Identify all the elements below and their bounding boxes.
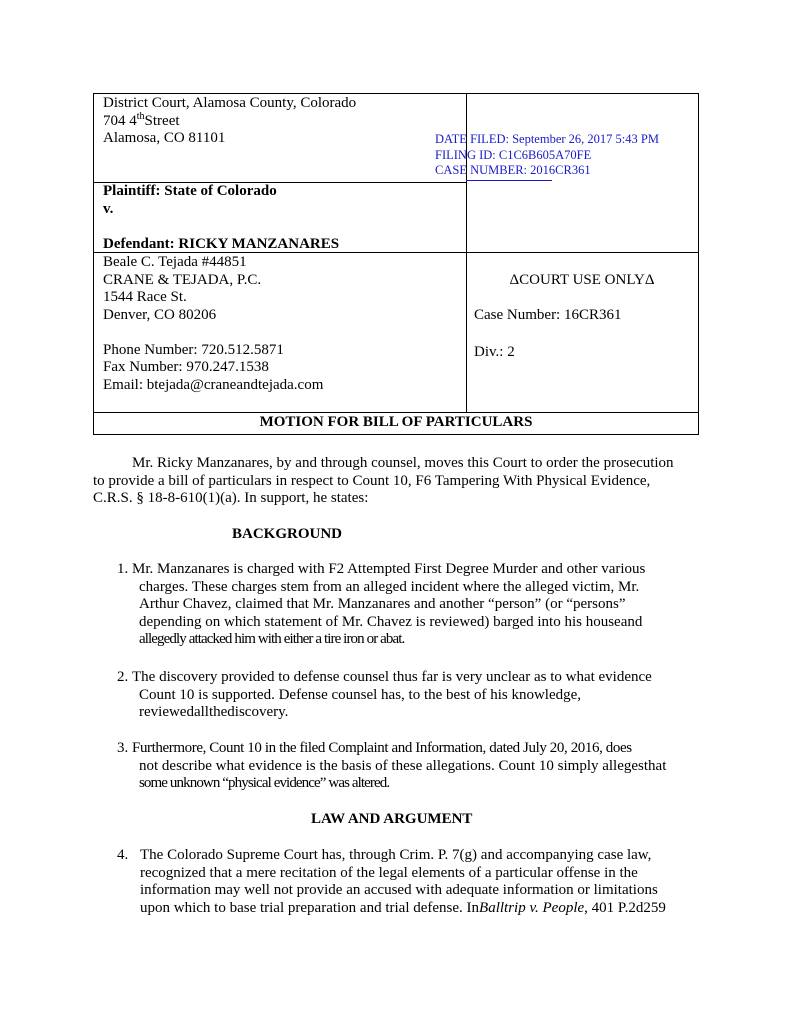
numbered-paragraph-1 (132, 561, 712, 649)
court-street-number: 704 4 (103, 112, 137, 129)
paragraph-number: 4. (117, 847, 129, 863)
plaintiff-line: Plaintiff: State of Colorado (103, 183, 277, 199)
background-heading: BACKGROUND (232, 526, 343, 542)
intro-line: C.R.S. § 18-8-610(1)(a). In support, he states: (93, 490, 369, 506)
paragraph-line: not describe what evidence is the basis of these allegations. Count 10 simply allegesthat (139, 757, 667, 774)
court-name: District Court, Alamosa County, Colorado (103, 95, 357, 111)
attorney-city: Denver, CO 80206 (103, 306, 217, 323)
stamp-date-filed: DATE FILED: September 26, 2017 5:43 PM (435, 132, 659, 146)
paragraph-number: 1. (117, 561, 129, 577)
attorney-firm: CRANE & TEJADA, P.C. (103, 271, 262, 288)
case-citation: Balltrip v. People (479, 899, 585, 916)
paragraph-line: some unknown “physical evidence” was altered. (139, 775, 390, 791)
court-street-suffix: th (136, 110, 145, 122)
paragraph-line-last (140, 900, 720, 918)
parties-block (103, 183, 339, 253)
attorney-block (103, 254, 323, 394)
filing-stamp (435, 132, 659, 179)
paragraph-text: , 401 P.2d259 (584, 899, 666, 916)
court-street-name: Street (144, 112, 180, 129)
blank-line (103, 218, 339, 236)
numbered-paragraph-4 (140, 847, 720, 917)
court-street (103, 110, 356, 131)
attorney-fax: Fax Number: 970.247.1538 (103, 359, 269, 375)
paragraph-text: upon which to base trial preparation and trial defense. In (140, 899, 480, 916)
attorney-email: Email: btejada@craneandtejada.com (103, 376, 324, 393)
defendant-line: Defendant: RICKY MANZANARES (103, 235, 340, 252)
paragraph-line: Arthur Chavez, claimed that Mr. Manzanares and another “person” (or “persons” (139, 596, 626, 612)
stamp-filing-id: FILING ID: C1C6B605A70FE (435, 147, 592, 162)
attorney-phone: Phone Number: 720.512.5871 (103, 341, 284, 358)
paragraph-line: The Colorado Supreme Court has, through Crim. P. 7(g) and accompanying case law, (140, 847, 652, 863)
paragraph-line: information may well not provide an accused with adequate information or limitations (140, 882, 658, 898)
intro-line: to provide a bill of particulars in respect to Count 10, F6 Tampering With Physical Evidence, (93, 472, 651, 489)
court-city: Alamosa, CO 81101 (103, 130, 226, 146)
stamp-underline (466, 180, 552, 181)
paragraph-line: Count 10 is supported. Defense counsel has, to the best of his knowledge, (139, 686, 582, 703)
law-argument-heading: LAW AND ARGUMENT (311, 811, 473, 827)
numbered-paragraph-3 (132, 740, 712, 793)
paragraph-line: Furthermore, Count 10 in the filed Complaint and Information, dated July 20, 2016, does (132, 740, 632, 756)
court-block (103, 95, 356, 148)
caption-divider-title (94, 412, 698, 413)
intro-paragraph (93, 455, 703, 508)
paragraph-line: charges. These charges stem from an alleged incident where the alleged victim, Mr. (139, 578, 640, 595)
paragraph-line: The discovery provided to defense counsel thus far is very unclear as to what evidence (132, 669, 652, 685)
court-use-only-label: ΔCOURT USE ONLYΔ (509, 272, 655, 288)
paragraph-line: recognized that a mere recitation of the legal elements of a particular offense in the (140, 864, 638, 881)
numbered-paragraph-2 (132, 669, 712, 722)
paragraph-line: Mr. Manzanares is charged with F2 Attempted First Degree Murder and other various (132, 561, 646, 577)
court-division: Div.: 2 (474, 344, 515, 360)
stamp-case-number: CASE NUMBER: 2016CR361 (435, 163, 591, 177)
paragraph-line: depending on which statement of Mr. Chavez is reviewed) barged into his houseand (139, 613, 643, 630)
blank-line (103, 324, 323, 342)
paragraph-number: 3. (117, 740, 129, 756)
court-case-number: Case Number: 16CR361 (474, 307, 622, 323)
attorney-name: Beale C. Tejada #44851 (103, 254, 247, 270)
attorney-street: 1544 Race St. (103, 289, 187, 305)
paragraph-line: allegedly attacked him with either a tire iron or abat. (139, 631, 405, 647)
paragraph-number: 2. (117, 669, 129, 685)
motion-title: MOTION FOR BILL OF PARTICULARS (259, 414, 533, 430)
intro-line: Mr. Ricky Manzanares, by and through counsel, moves this Court to order the prosecution (132, 455, 674, 471)
versus-line: v. (103, 200, 114, 217)
paragraph-line: reviewedallthediscovery. (139, 704, 289, 720)
